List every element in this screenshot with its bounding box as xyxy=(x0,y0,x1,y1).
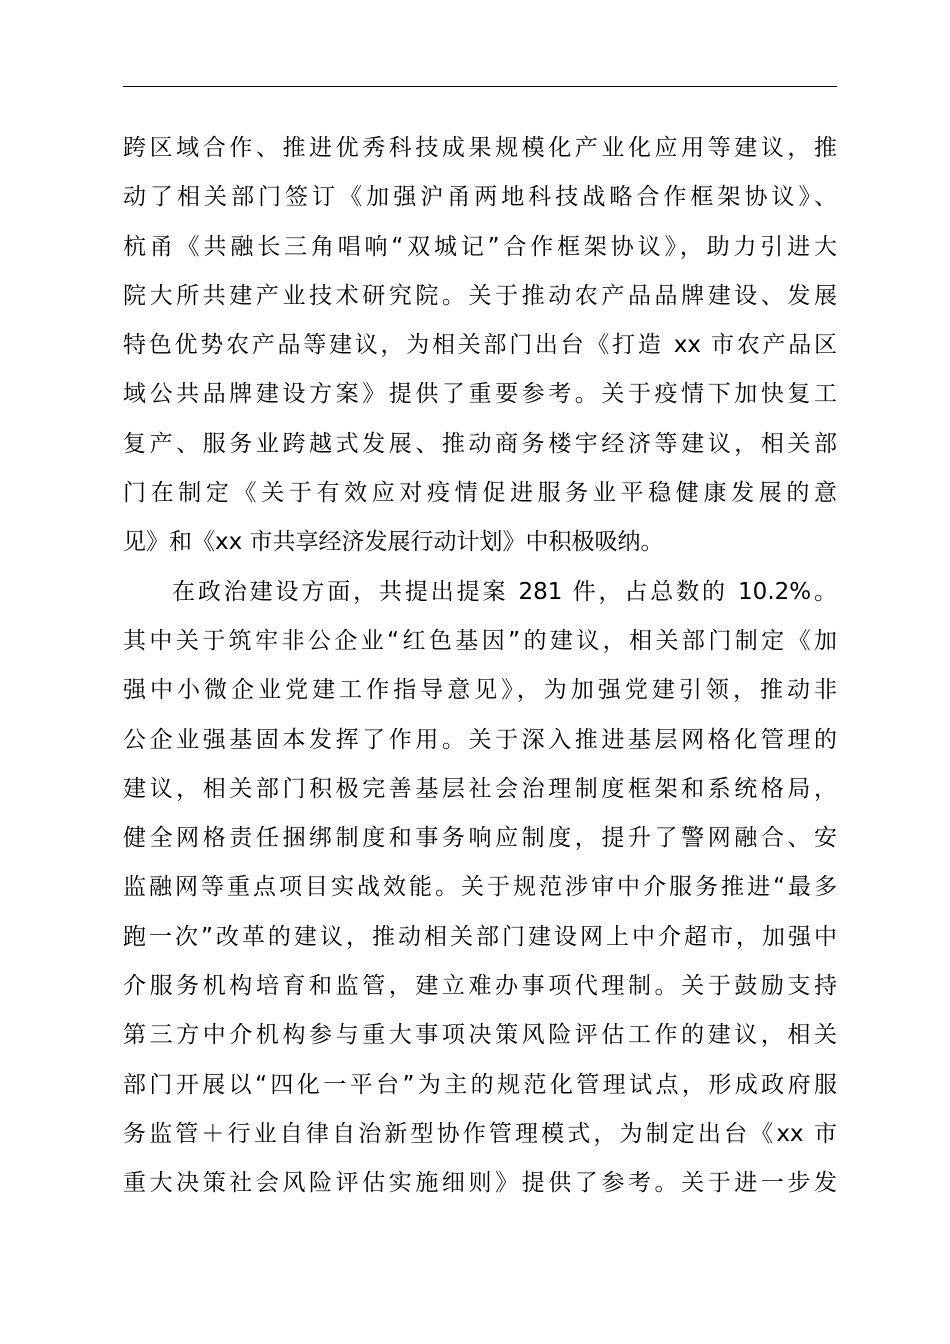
text-line: 特色优势农产品等建议，为相关部门出台《打造 xx 市农产品区 xyxy=(123,332,837,359)
text-line: 跨区域合作、推进优秀科技成果规模化产业化应用等建议，推 xyxy=(123,135,837,161)
text-line: 重大决策社会风险评估实施细则》提供了参考。关于进一步发 xyxy=(123,1170,837,1197)
text-line: 跑一次”改革的建议，推动相关部门建设网上中介超市，加强中 xyxy=(123,923,837,950)
paragraph-start-line: 在政治建设方面，共提出提案 281 件，占总数的 10.2%。 xyxy=(172,578,837,605)
text-line: 动了相关部门签订《加强沪甬两地科技战略合作框架协议》、 xyxy=(123,184,837,211)
text-line: 公企业强基固本发挥了作用。关于深入推进基层网格化管理的 xyxy=(123,726,837,753)
text-line: 院大所共建产业技术研究院。关于推动农产品品牌建设、发展 xyxy=(123,282,837,309)
document-body xyxy=(123,124,837,1209)
text-line: 务监管＋行业自律自治新型协作管理模式，为制定出台《xx 市 xyxy=(123,1120,837,1147)
header-rule xyxy=(123,86,837,87)
text-line: 介服务机构培育和监管，建立难办事项代理制。关于鼓励支持 xyxy=(123,973,837,1000)
text-line: 复产、服务业跨越式发展、推动商务楼宇经济等建议，相关部 xyxy=(123,430,837,457)
text-line: 门在制定《关于有效应对疫情促进服务业平稳健康发展的意 xyxy=(123,480,837,507)
text-line: 域公共品牌建设方案》提供了重要参考。关于疫情下加快复工 xyxy=(123,381,837,408)
text-line: 见》和《xx 市共享经济发展行动计划》中积极吸纳。 xyxy=(123,529,664,556)
text-line: 健全网格责任捆绑制度和事务响应制度，提升了警网融合、安 xyxy=(123,825,837,852)
text-line: 建议，相关部门积极完善基层社会治理制度框架和系统格局， xyxy=(123,775,837,802)
text-line: 强中小微企业党建工作指导意见》，为加强党建引领，推动非 xyxy=(123,677,837,704)
text-line: 监融网等重点项目实战效能。关于规范涉审中介服务推进“最多 xyxy=(123,874,837,901)
text-line: 部门开展以“四化一平台”为主的规范化管理试点，形成政府服 xyxy=(123,1071,837,1098)
text-line: 杭甬《共融长三角唱响“双城记”合作框架协议》，助力引进大 xyxy=(123,233,837,260)
text-line: 其中关于筑牢非公企业“红色基因”的建议，相关部门制定《加 xyxy=(123,627,837,654)
text-line: 第三方中介机构参与重大事项决策风险评估工作的建议，相关 xyxy=(123,1022,837,1049)
